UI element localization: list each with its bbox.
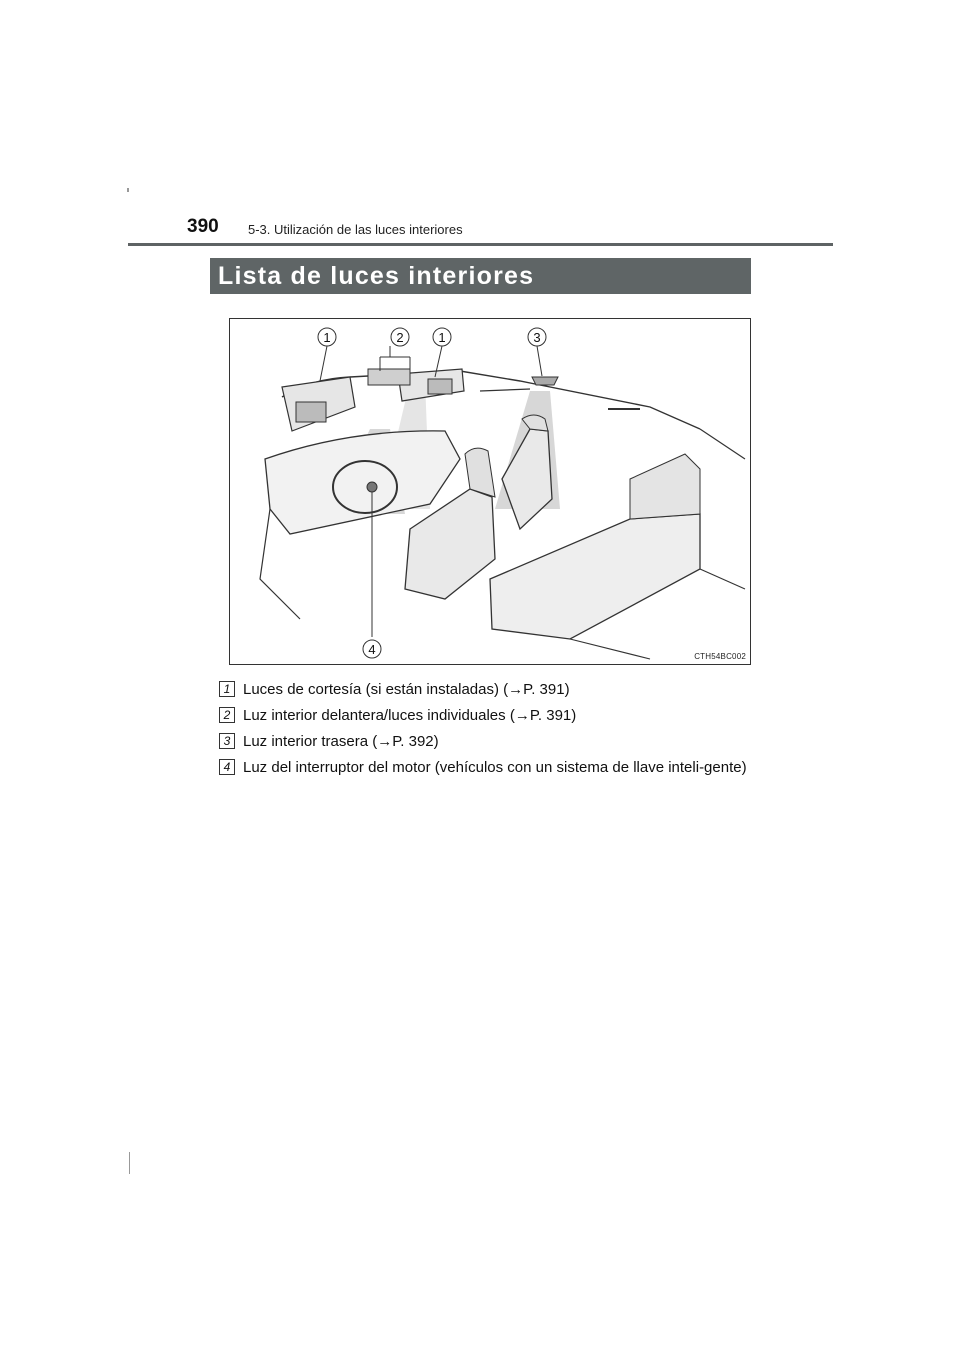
page-number: 390	[187, 216, 219, 237]
margin-mark	[127, 188, 129, 192]
legend-number: 4	[219, 759, 235, 775]
svg-text:4: 4	[368, 642, 376, 657]
rear-dome-light	[532, 377, 558, 385]
legend-text: Luces de cortesía (si están instaladas) (→P. 391)	[243, 681, 570, 698]
leader-line	[537, 346, 542, 376]
callout-1b	[433, 328, 451, 346]
legend-number: 2	[219, 707, 235, 723]
figure-code: CTH54BC002	[694, 652, 746, 661]
svg-text:3: 3	[533, 330, 541, 345]
section-label: 5-3. Utilización de las luces interiores	[248, 222, 463, 237]
title-bar	[210, 258, 751, 294]
callout-4	[363, 640, 381, 658]
overhead-console	[368, 369, 410, 385]
rear-seat	[490, 514, 700, 639]
passenger-seat	[502, 429, 552, 529]
rear-seatback	[630, 454, 700, 519]
callout-3	[528, 328, 546, 346]
vanity-mirror	[428, 379, 452, 394]
svg-text:1: 1	[438, 330, 446, 345]
legend-number: 3	[219, 733, 235, 749]
svg-text:2: 2	[396, 330, 404, 345]
legend-text: Luz interior delantera/luces individuales (→P. 391)	[243, 707, 577, 724]
engine-switch	[367, 482, 377, 492]
leader-line	[320, 346, 327, 381]
page-title: Lista de luces interiores	[218, 261, 535, 290]
vanity-mirror	[296, 402, 326, 422]
interior-lights-illustration	[229, 318, 751, 665]
legend-text: Luz interior trasera (→P. 392)	[243, 733, 439, 750]
header-rule	[128, 243, 833, 246]
svg-text:1: 1	[323, 330, 331, 345]
margin-mark	[129, 1152, 130, 1174]
car-interior-drawing	[230, 319, 751, 665]
legend-number: 1	[219, 681, 235, 697]
callout-2	[391, 328, 409, 346]
legend-text: Luz del interruptor del motor (vehículos con un sistema de llave inteli-gente)	[243, 759, 747, 776]
rear-window-line	[480, 389, 530, 391]
callout-1a	[318, 328, 336, 346]
